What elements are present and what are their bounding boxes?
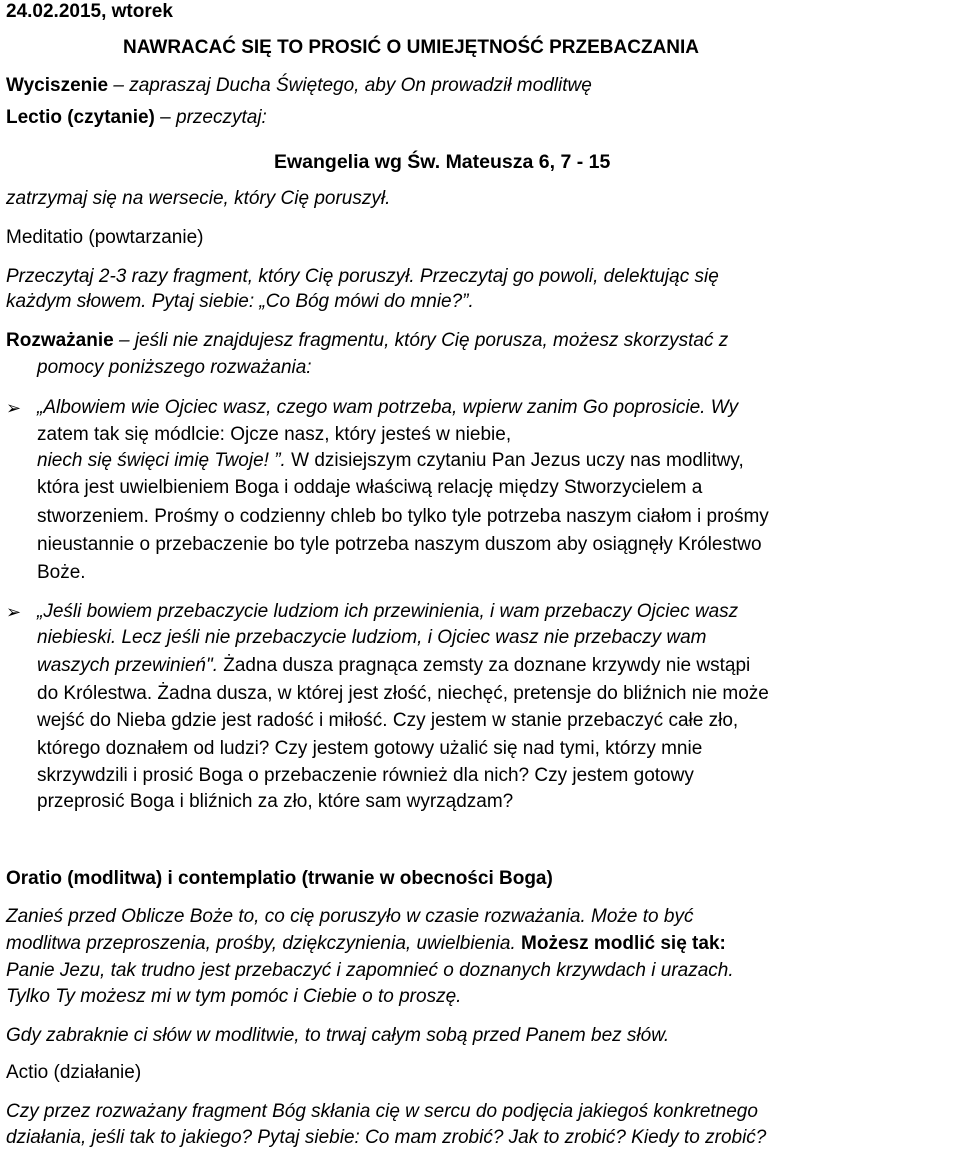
bullet2-quote-end: waszych przewinień".	[37, 655, 218, 676]
silence-instruction: Gdy zabraknie ci słów w modlitwie, to trwaj całym sobą przed Panem bez słów.	[6, 1025, 670, 1046]
bullet1-quote-end: niech się święci imię Twoje! ”.	[37, 450, 286, 471]
oratio-heading: Oratio (modlitwa) i contemplatio (trwanie w obecności Boga)	[6, 868, 553, 889]
bullet-arrow-icon: ➢	[6, 398, 22, 418]
bullet2-line-3-rest: Żadna dusza pragnąca zemsty za doznane krzywdy nie wstąpi	[217, 655, 751, 676]
lectio-label: Lectio (czytanie)	[6, 107, 161, 128]
lectio-text: przeczytaj:	[176, 107, 267, 128]
bullet1-line-1: „Albowiem wie Ojciec wasz, czego wam potrzeba, wpierw zanim Go poprosicie. Wy	[37, 397, 739, 418]
meditatio-line-1-text: Przeczytaj 2-3 razy fragment, który Cię poruszył. Przeczytaj go powoli, delektując się	[6, 266, 719, 287]
oratio-line-3: Panie Jezu, tak trudno jest przebaczyć i zapomnieć o doznanych krzywdach i urazach.	[6, 960, 734, 981]
lectio-paragraph	[6, 106, 267, 130]
bullet2-line-8: przeprosić Boga i bliźnich za zło, które sam wyrządzam?	[37, 791, 514, 812]
bullet1-line-7: Boże.	[37, 562, 86, 583]
bullet2-line-1: „Jeśli bowiem przebaczycie ludziom ich przewinienia, i wam przebaczy Ojciec wasz	[37, 601, 739, 622]
date-heading: 24.02.2015, wtorek	[6, 1, 173, 22]
actio-heading: Actio (działanie)	[6, 1062, 142, 1083]
meditatio-line-1	[6, 265, 924, 289]
actio-line-1: Czy przez rozważany fragment Bóg skłania cię w sercu do podjęcia jakiegoś konkretnego	[6, 1101, 758, 1122]
bullet1-line-3	[37, 449, 744, 473]
bullet2-line-4: do Królestwa. Żadna dusza, w której jest złość, niechęć, pretensje do bliźnich nie może	[37, 683, 769, 704]
bullet1-line-4: która jest uwielbieniem Boga i oddaje właściwą relację między Stworzycielem a	[37, 477, 703, 498]
stop-instruction: zatrzymaj się na wersecie, który Cię poruszył.	[6, 188, 391, 209]
bullet-arrow-icon: ➢	[6, 602, 22, 622]
bullet2-line-6: którego doznałem od ludzi? Czy jestem gotowy użalić się nad tymi, którzy mnie	[37, 738, 703, 759]
wyciszenie-paragraph	[6, 74, 592, 98]
bullet1-line-6: nieustannie o przebaczenie bo tyle potrzeba naszym duszom aby osiągnęły Królestwo	[37, 534, 762, 555]
bullet2-line-7: skrzywdzili i prosić Boga o przebaczenie również dla nich? Czy jestem gotowy	[37, 765, 694, 786]
meditatio-heading: Meditatio (powtarzanie)	[6, 227, 204, 248]
gospel-reference: Ewangelia wg Św. Mateusza 6, 7 - 15	[274, 151, 611, 173]
bullet2-line-3	[37, 654, 750, 678]
oratio-line-1: Zanieś przed Oblicze Boże to, co cię poruszyło w czasie rozważania. Może to być	[6, 906, 694, 927]
oratio-line-4: Tylko Ty możesz mi w tym pomóc i Ciebie o to proszę.	[6, 986, 462, 1007]
lectio-dash: –	[160, 107, 177, 128]
meditatio-line-2: każdym słowem. Pytaj siebie: „Co Bóg mówi do mnie?”.	[6, 291, 474, 312]
oratio-line-2	[6, 932, 726, 956]
rozwazanie-label: Rozważanie	[6, 330, 114, 351]
wyciszenie-label: Wyciszenie	[6, 75, 109, 96]
bullet1-line-5: stworzeniem. Prośmy o codzienny chleb bo tylko tyle potrzeba naszym ciałom i prośmy	[37, 506, 769, 527]
rozwazanie-line-2: pomocy poniższego rozważania:	[37, 357, 312, 378]
bullet1-line-2: zatem tak się módlcie: Ojcze nasz, który jesteś w niebie,	[37, 424, 512, 445]
oratio-line-2-bold: Możesz modlić się tak:	[515, 933, 726, 954]
page-title: NAWRACAĆ SIĘ TO PROSIĆ O UMIEJĘTNOŚĆ PRZEBACZANIA	[123, 37, 700, 58]
oratio-line-2-italic: modlitwa przeproszenia, prośby, dziękczynienia, uwielbienia.	[6, 933, 516, 954]
rozwazanie-line-1	[6, 329, 728, 353]
bullet2-line-2: niebieski. Lecz jeśli nie przebaczycie ludziom, i Ojciec wasz nie przebaczy wam	[37, 627, 707, 648]
wyciszenie-text: – zapraszaj Ducha Świętego, aby On prowadził modlitwę	[108, 75, 592, 96]
rozwazanie-text: – jeśli nie znajdujesz fragmentu, który Cię porusza, możesz skorzystać z	[113, 330, 729, 351]
bullet1-line-3-rest: W dzisiejszym czytaniu Pan Jezus uczy nas modlitwy,	[285, 450, 744, 471]
bullet2-line-5: wejść do Nieba gdzie jest radość i miłość. Czy jestem w stanie przebaczyć całe zło,	[37, 710, 739, 731]
actio-line-2: działania, jeśli tak to jakiego? Pytaj siebie: Co mam zrobić? Jak to zrobić? Kiedy to zrobić?	[6, 1127, 767, 1148]
